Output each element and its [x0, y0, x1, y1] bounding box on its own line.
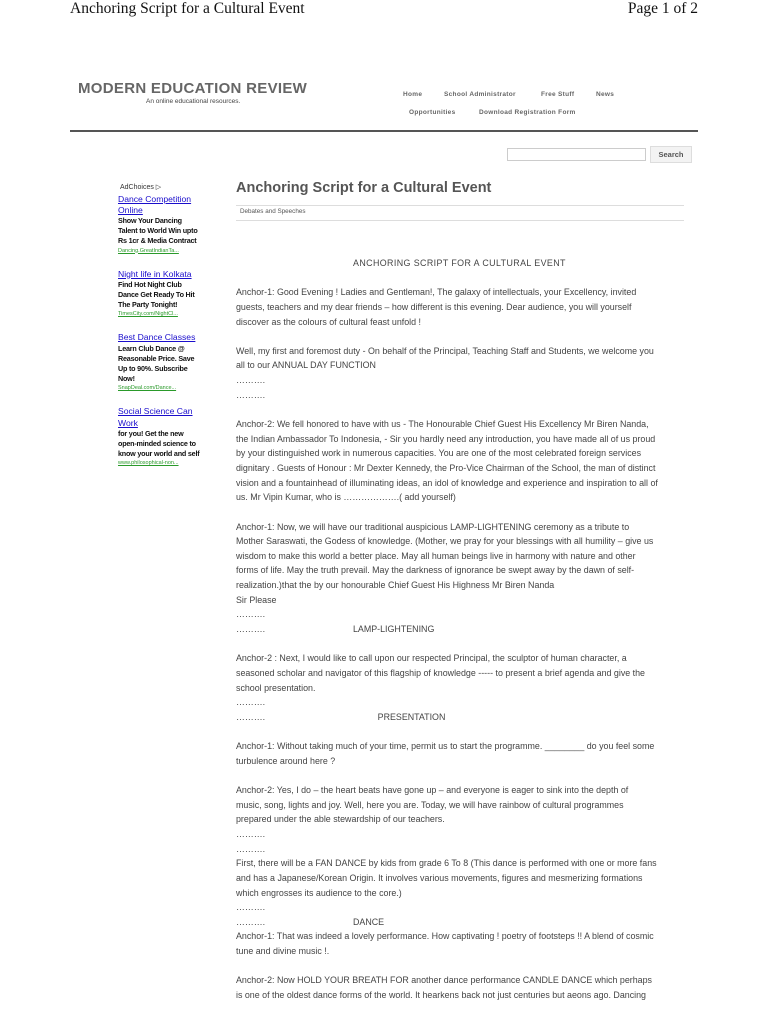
- nav-download-registration-form[interactable]: Download Registration Form: [479, 109, 576, 116]
- sidebar-ads: [118, 183, 203, 481]
- ad-item: [118, 194, 203, 256]
- article-line: all to our ANNUAL DAY FUNCTION: [236, 360, 376, 371]
- article-line: Anchor-2: Now HOLD YOUR BREATH FOR another dance performance CANDLE DANCE which perhaps: [236, 975, 652, 986]
- article-line: [236, 329, 688, 344]
- nav-home[interactable]: Home: [403, 91, 423, 98]
- ad-title-link[interactable]: Best Dance Classes: [118, 332, 196, 343]
- section-label: PRESENTATION: [353, 711, 446, 722]
- article-line: ……….: [236, 828, 266, 839]
- header-divider: [70, 130, 698, 132]
- article-line: [236, 915, 688, 930]
- article-line: tune and divine music !.: [236, 946, 330, 957]
- article-line: [236, 959, 688, 974]
- article-line: wisdom to make this world a better place. May all human beings live in harmony with nature and other: [236, 550, 636, 561]
- article-line: Anchor-1: Now, we will have our traditional auspicious LAMP-LIGHTENING ceremony as a tribute to: [236, 521, 630, 532]
- article-line: Anchor-1: Without taking much of your time, permit us to start the programme. ________ do you feel some: [236, 741, 655, 752]
- article-line: Anchor-2: Yes, I do – the heart beats have gone up – and everyone is eager to sink into the depth of: [236, 785, 629, 796]
- article-line: Well, my first and foremost duty - On behalf of the Principal, Teaching Staff and Students, we welcome you: [236, 345, 654, 356]
- post-rule-top: [236, 205, 684, 206]
- ad-title-link[interactable]: Night life in Kolkata: [118, 268, 192, 279]
- article-line: ……….: [236, 697, 266, 708]
- article-line: ……….: [236, 843, 266, 854]
- article-body: [236, 256, 688, 1003]
- ad-item: [118, 406, 203, 468]
- article-line: Mother Saraswati, the Godess of knowledge. (Mother, we pray for your blessings with all humility – give us: [236, 536, 654, 547]
- article-line: Anchor-1: Good Evening ! Ladies and Gentleman!, The galaxy of intellectuals, your Excellency, invited: [236, 287, 637, 298]
- article-line: and has a Japanese/Korean Origin. It involves various movements, figures and mesmerizing formations: [236, 872, 643, 883]
- article-line: [236, 271, 688, 286]
- article-line: [236, 622, 688, 637]
- ad-body: Learn Club Dance @ Reasonable Price. Save Up to 90%. Subscribe Now!: [118, 343, 195, 384]
- ellipsis-dots: ……….: [236, 916, 266, 927]
- ad-title-link[interactable]: Social Science Can Work: [118, 406, 193, 428]
- article-line: by your distinguished work in numerous capacities. You are one of the most celebrated foreign services: [236, 448, 642, 459]
- article-line: Sir Please: [236, 594, 277, 605]
- article-line: us. Mr Vipin Kumar, who is ……………….( add yourself): [236, 492, 456, 503]
- article-line: [236, 637, 688, 652]
- article-line: discover as the colours of cultural feast unfold !: [236, 316, 421, 327]
- ad-item: [118, 332, 203, 393]
- post-rule-bottom: [236, 220, 684, 221]
- ad-body: Show Your Dancing Talent to World Win upto Rs 1cr & Media Contract: [118, 215, 198, 246]
- ellipsis-dots: ……….: [236, 711, 266, 722]
- article-line: First, there will be a FAN DANCE by kids from grade 6 To 8 (This dance is performed with one or more fans: [236, 858, 657, 869]
- article-line: which engrosses its audience to the core.): [236, 887, 402, 898]
- article-line: [236, 402, 688, 417]
- site-title[interactable]: MODERN EDUCATION REVIEW: [78, 80, 308, 97]
- article-line: the Indian Ambassador To Indonesia, - Sir you hardly need any introduction, you have made all of us proud: [236, 433, 656, 444]
- article-line: [236, 710, 688, 725]
- ad-body: Find Hot Night Club Dance Get Ready To Hit The Party Tonight!: [118, 279, 195, 310]
- ad-url-link[interactable]: SnapDeal.com/Dance...: [118, 385, 177, 392]
- section-label: DANCE: [353, 916, 385, 927]
- article-line: is one of the oldest dance forms of the world. It hearkens back not just centuries but aeons ago. Dancing: [236, 990, 646, 1001]
- search-button[interactable]: Search: [650, 146, 692, 163]
- site-subtitle: An online educational resources.: [146, 98, 241, 105]
- article-line: dignitary . Guests of Honour : Mr Dexter Kennedy, the Pro-Vice Chairman of the School, the man of distinct: [236, 462, 656, 473]
- post-label-link[interactable]: Debates and Speeches: [240, 208, 306, 215]
- article-line: [236, 505, 688, 520]
- article-line: ……….: [236, 902, 266, 913]
- article-line: Anchor-1: That was indeed a lovely performance. How captivating ! poetry of footsteps !! A blend of cosmic: [236, 931, 654, 942]
- article-heading: ANCHORING SCRIPT FOR A CULTURAL EVENT: [353, 258, 566, 268]
- article-line: school presentation.: [236, 682, 316, 693]
- article-line: Anchor-2: We fell honored to have with us - The Honourable Chief Guest His Excellency Mr Biren Nanda,: [236, 419, 649, 430]
- article-line: ……….: [236, 609, 266, 620]
- article-line: Anchor-2 : Next, I would like to call upon our respected Principal, the sculptor of human character, a: [236, 653, 627, 664]
- section-label: LAMP-LIGHTENING: [353, 624, 435, 635]
- article-line: seasoned scholar and navigator of this flagship of knowledge ----- to present a brief agenda and give the: [236, 667, 645, 678]
- article-line: turbulence around here ?: [236, 755, 336, 766]
- nav-news[interactable]: News: [596, 91, 615, 98]
- ellipsis-dots: ……….: [236, 624, 266, 635]
- article-line: ……….: [236, 389, 266, 400]
- ad-url-link[interactable]: www.philosophical-non...: [118, 460, 179, 467]
- nav-school-administrator[interactable]: School Administrator: [444, 91, 516, 98]
- ad-url-link[interactable]: TimesCity.com/NightCl...: [118, 311, 178, 318]
- article-line: ……….: [236, 375, 266, 386]
- article-line: vision and a fountainhead of illuminating ideas, an idol of knowledge and experience and inspiration to all of: [236, 477, 658, 488]
- article-line: [236, 768, 688, 783]
- ad-body: for you! Get the new open-minded science to know your world and self: [118, 428, 200, 459]
- adchoices-label[interactable]: AdChoices ▷: [120, 184, 162, 191]
- article-line: [236, 725, 688, 740]
- article-line: realization.)that the by our honourable Chief Guest His Highness Mr Biren Nanda: [236, 580, 555, 591]
- search-input[interactable]: [507, 148, 646, 161]
- article-line: prepared under the able stewardship of our teachers.: [236, 814, 445, 825]
- post-title[interactable]: Anchoring Script for a Cultural Event: [236, 180, 492, 196]
- pdf-doc-title: Anchoring Script for a Cultural Event: [70, 0, 305, 17]
- nav-free-stuff[interactable]: Free Stuff: [541, 91, 575, 98]
- pdf-page-number: Page 1 of 2: [627, 0, 698, 17]
- article-line: guests, teachers and my dear friends – how different is this evening. Dear audience, you will yourself: [236, 301, 632, 312]
- ad-title-link[interactable]: Dance Competition Online: [118, 193, 192, 215]
- article-line: music, song, lights and joy. Well, here you are. Today, we will have rainbow of cultural programmes: [236, 799, 624, 810]
- nav-opportunities[interactable]: Opportunities: [409, 109, 456, 116]
- article-line: forms of life. May the truth prevail. May the darkness of ignorance be swept away by the dawn of self-: [236, 565, 635, 576]
- ad-item: [118, 269, 203, 320]
- ad-url-link[interactable]: Dancing.GreatIndianTa...: [118, 247, 179, 254]
